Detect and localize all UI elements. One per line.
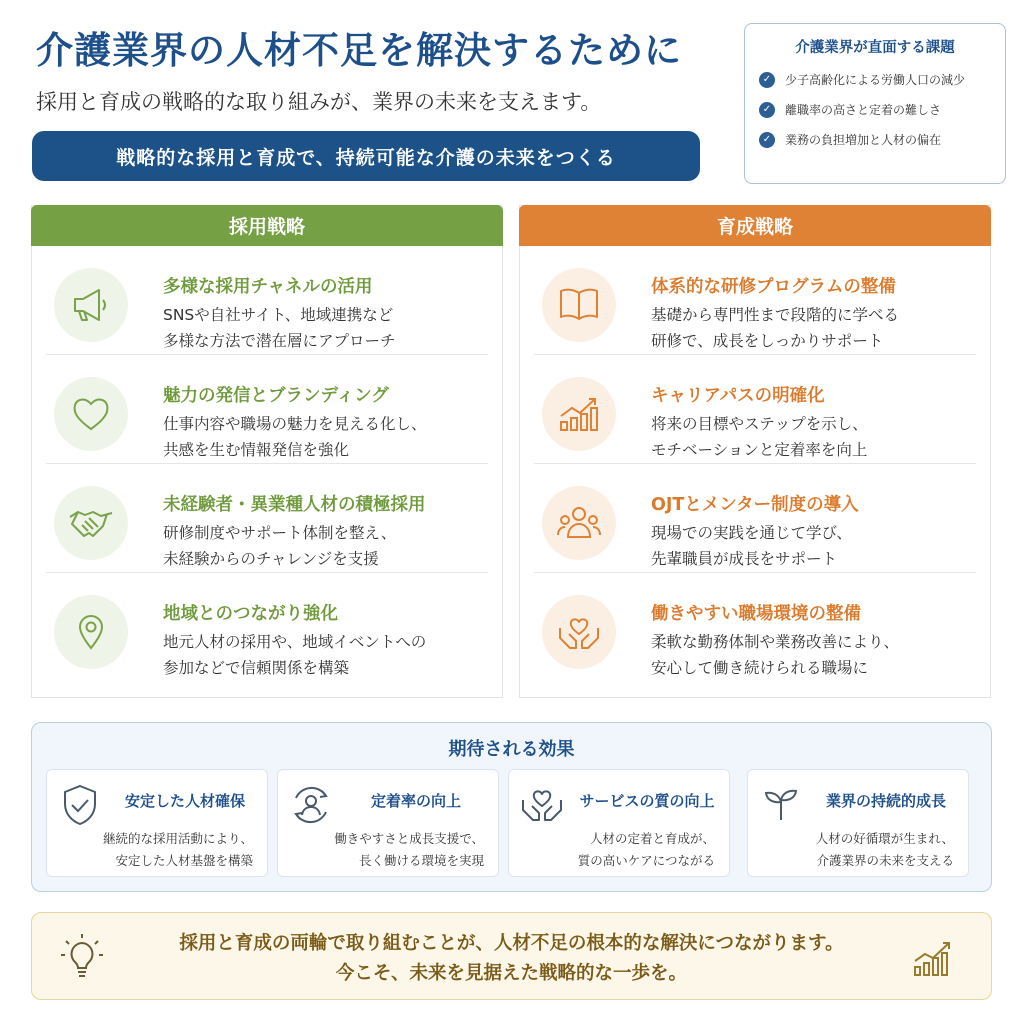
training-item — [534, 573, 976, 682]
item-title: 地域とのつながり強化 — [163, 604, 338, 624]
footer-message — [31, 912, 992, 1000]
heart-hands-icon — [542, 595, 616, 669]
desc-line: 研修制度やサポート体制を整え、 — [163, 524, 397, 542]
issue-text: 離職率の高さと定着の難しさ — [785, 103, 942, 117]
desc-line: 継続的な採用活動により、 — [102, 831, 253, 846]
effect-title: 定着率の向上 — [370, 792, 461, 810]
desc-line: 基礎から専門性まで段階的に学べる — [651, 306, 900, 324]
item-title: キャリアパスの明確化 — [651, 386, 825, 406]
item-title: 働きやすい職場環境の整備 — [651, 604, 861, 624]
headline-banner: 戦略的な採用と育成で、持続可能な介護の未来をつくる — [32, 131, 700, 181]
recruitment-item — [46, 464, 488, 573]
desc-line: 人材の好循環が生まれ、 — [815, 831, 954, 846]
desc-line: モチベーションと定着率を向上 — [651, 441, 868, 459]
issue-item — [759, 131, 991, 148]
page-title: 介護業界の人材不足を解決するために — [36, 29, 682, 72]
desc-line: 未経験からのチャレンジを支援 — [163, 550, 379, 568]
item-description — [163, 411, 427, 463]
heart-hands-icon — [519, 782, 565, 828]
issues-title: 介護業界が直面する課題 — [795, 40, 955, 56]
item-description — [651, 302, 899, 354]
desc-line: 働きやすさと成長支援で、 — [334, 831, 484, 846]
item-title: 多様な採用チャネルの活用 — [163, 277, 373, 297]
desc-line: 現場での実践を通じて学び、 — [651, 524, 852, 542]
recruitment-item — [46, 355, 488, 464]
issue-text: 業務の負担増加と人材の偏在 — [785, 133, 942, 147]
location-pin-icon — [54, 595, 128, 669]
effects-title: 期待される効果 — [448, 739, 575, 760]
issue-item — [759, 71, 991, 88]
recruitment-panel — [31, 205, 503, 698]
training-heading: 育成戦略 — [519, 205, 991, 246]
effect-title: 業界の持続的成長 — [825, 792, 946, 810]
item-description — [163, 629, 426, 681]
desc-line: SNSや自社サイト、地域連携など — [163, 306, 394, 324]
item-title: 体系的な研修プログラムの整備 — [651, 277, 896, 297]
effect-description — [334, 828, 484, 872]
desc-line: 人材の定着と育成が、 — [589, 831, 715, 846]
desc-line: 長く働ける環境を実現 — [358, 853, 484, 868]
page-subtitle: 採用と育成の戦略的な取り組みが、業界の未来を支えます。 — [36, 90, 602, 114]
item-title: OJTとメンター制度の導入 — [651, 495, 859, 515]
person-cycle-icon — [288, 782, 334, 828]
desc-line: 共感を生む情報発信を強化 — [163, 441, 350, 459]
effect-card — [508, 769, 730, 877]
desc-line: 多様な方法で潜在層にアプローチ — [163, 332, 396, 350]
effects-section — [31, 722, 992, 892]
recruitment-heading: 採用戦略 — [31, 205, 503, 246]
item-title: 未経験者・異業種人材の積極採用 — [163, 495, 426, 515]
effect-card — [277, 769, 499, 877]
desc-line: 先輩職員が成長をサポート — [651, 550, 838, 568]
issues-box — [744, 23, 1006, 184]
training-item — [534, 246, 976, 355]
footer-line: 採用と育成の両輪で取り組むことが、人材不足の根本的な解決につながります。 — [179, 933, 844, 954]
desc-line: 将来の目標やステップを示し、 — [651, 415, 868, 433]
recruitment-item — [46, 573, 488, 682]
item-description — [163, 520, 396, 572]
effect-card — [747, 769, 969, 877]
book-icon — [542, 268, 616, 342]
effect-card — [46, 769, 268, 877]
growth-chart-icon — [542, 377, 616, 451]
shield-check-icon — [57, 782, 103, 828]
training-item — [534, 464, 976, 573]
desc-line: 柔軟な勤務体制や業務改善により、 — [651, 633, 900, 651]
item-description — [651, 411, 868, 463]
footer-line: 今こそ、未来を見据えた戦略的な一歩を。 — [335, 963, 688, 984]
item-title: 魅力の発信とブランディング — [163, 386, 389, 406]
issue-item — [759, 101, 991, 118]
people-group-icon — [542, 486, 616, 560]
training-panel — [519, 205, 991, 698]
desc-line: 仕事内容や職場の魅力を見える化し、 — [163, 415, 427, 433]
check-icon: ✓ — [759, 72, 775, 88]
item-description — [651, 629, 899, 681]
effect-description — [103, 828, 253, 872]
effect-description — [578, 828, 715, 872]
desc-line: 参加などで信頼関係を構築 — [163, 659, 350, 677]
recruitment-item — [46, 246, 488, 355]
item-description — [163, 302, 396, 354]
item-description — [651, 520, 852, 572]
check-icon: ✓ — [759, 132, 775, 148]
footer-text — [112, 929, 911, 989]
heart-icon — [54, 377, 128, 451]
desc-line: 質の高いケアにつながる — [577, 853, 715, 868]
effect-description — [816, 828, 954, 872]
check-icon: ✓ — [759, 102, 775, 118]
effect-title: サービスの質の向上 — [579, 792, 715, 810]
lightbulb-icon — [58, 931, 106, 983]
desc-line: 安心して働き続けられる職場に — [651, 659, 869, 677]
sprout-icon — [758, 782, 804, 828]
training-item — [534, 355, 976, 464]
issue-text: 少子高齢化による労働人口の減少 — [785, 73, 966, 87]
handshake-icon — [54, 486, 128, 560]
desc-line: 安定した人材基盤を構築 — [115, 853, 253, 868]
desc-line: 研修で、成長をしっかりサポート — [651, 332, 884, 350]
megaphone-icon — [54, 268, 128, 342]
desc-line: 地元人材の採用や、地域イベントへの — [163, 633, 427, 651]
growth-chart-icon — [911, 935, 957, 979]
effect-title: 安定した人材確保 — [124, 792, 245, 810]
desc-line: 介護業界の未来を支える — [816, 853, 954, 868]
